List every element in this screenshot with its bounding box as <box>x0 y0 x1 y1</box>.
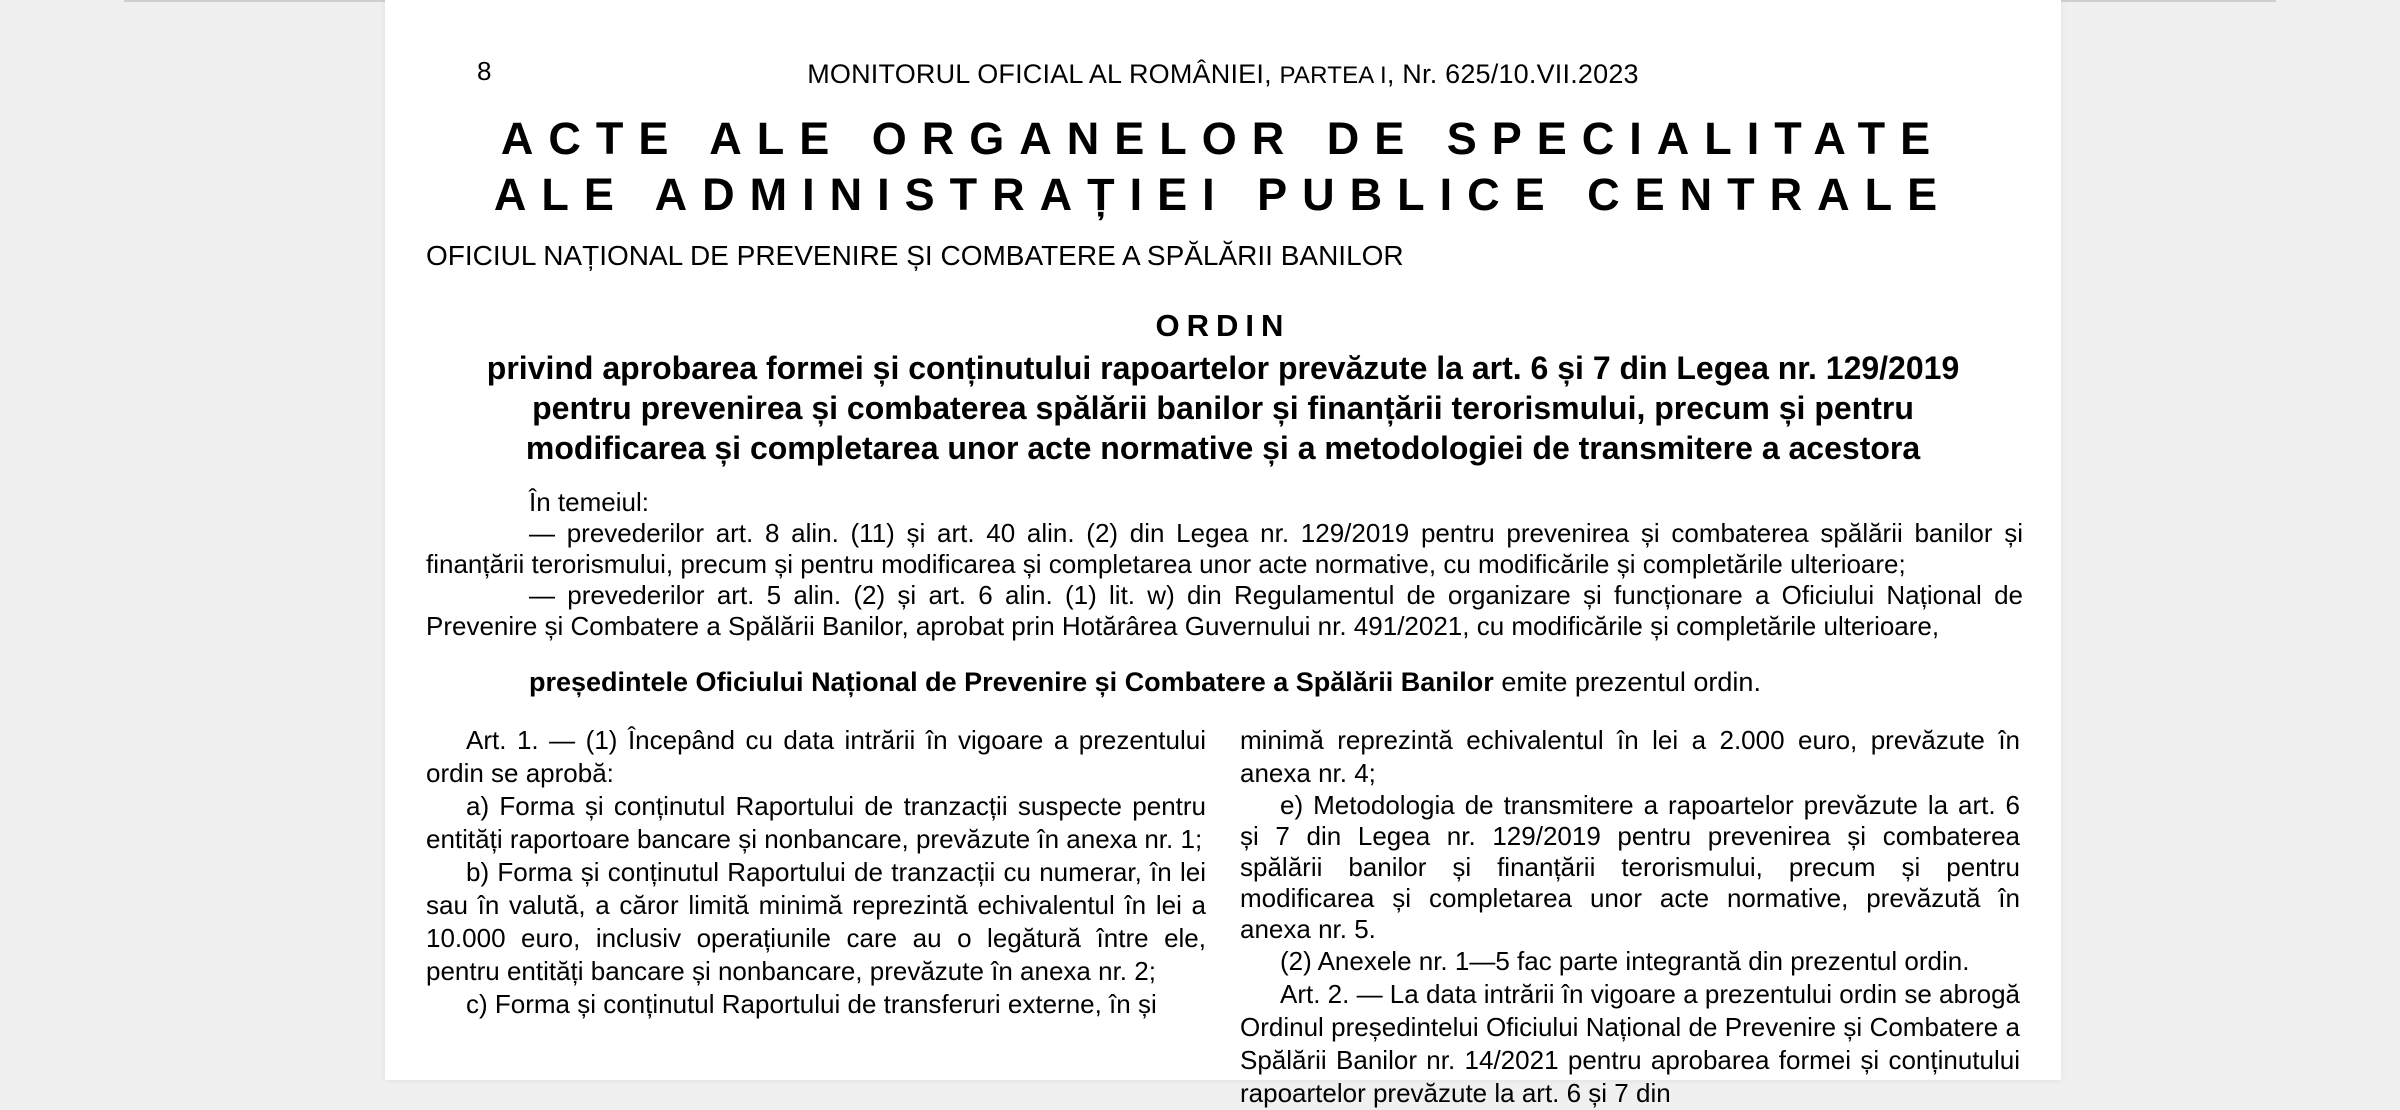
preamble <box>426 487 2023 642</box>
order-subtitle-line-2: pentru prevenirea și combaterea spălării banilor și finanțării terorismului, precum și pentru <box>532 390 1914 426</box>
section-title-line-2: ALE ADMINISTRAȚIEI PUBLICE CENTRALE <box>493 169 1953 220</box>
order-subtitle-line-1: privind aprobarea formei și conținutului rapoartelor prevăzute la art. 6 și 7 din Legea nr. 129/2019 <box>486 350 1960 386</box>
order-title: ORDIN <box>1155 308 1291 343</box>
article-1-item-b: b) Forma și conținutul Raportului de tranzacții cu numerar, în lei sau în valută, a căror limită minimă reprezintă echivalentul în lei a 10.000 euro, inclusiv operațiunile care au o legătură între ele, pentru entități bancare și nonbancare, prevăzute în anexa nr. 2; <box>426 857 1206 986</box>
article-2: Art. 2. — La data intrării în vigoare a prezentului ordin se abrogă Ordinul președintelui Oficiului Național de Prevenire și Combatere a Spălării Banilor nr. 14/2021 pentru aprobarea formei și conținutului rapoartelor prevăzute la art. 6 și 7 din <box>1240 979 2020 1108</box>
running-head-main: MONITORUL OFICIAL AL ROMÂNIEI, <box>807 59 1280 89</box>
article-1-paragraph-1: Art. 1. — (1) Începând cu data intrării în vigoare a prezentului ordin se aprobă: <box>426 725 1206 788</box>
running-head <box>385 59 2061 90</box>
section-title <box>385 111 2061 223</box>
preamble-item-1: — prevederilor art. 8 alin. (11) și art. 40 alin. (2) din Legea nr. 129/2019 pentru prevenirea și combaterea spălării banilor și finanțării terorismului, precum și pentru modificarea și completarea unor acte normative, cu modificările și completările ulterioare; <box>426 518 2023 579</box>
issuer-statement <box>529 667 1761 698</box>
order-subtitle <box>425 348 2021 468</box>
preamble-basis: În temeiul: <box>529 487 649 517</box>
text-column-left <box>426 724 1206 1021</box>
running-head-rest: , Nr. 625/10.VII.2023 <box>1386 59 1639 89</box>
article-1-item-e: e) Metodologia de transmitere a rapoartelor prevăzute la art. 6 și 7 din Legea nr. 129/2019 pentru prevenirea și combaterea spălării banilor și finanțării terorismului, precum și pentru modificarea și completarea unor acte normative, prevăzută în anexa nr. 5. <box>1240 790 2020 944</box>
preamble-item-2: — prevederilor art. 5 alin. (2) și art. 6 alin. (1) lit. w) din Regulamentul de organizare și funcționare a Oficiului Național de Prevenire și Combatere a Spălării Banilor, aprobat prin Hotărârea Guvernului nr. 491/2021, cu modificările și completările ulterioare, <box>426 580 2023 641</box>
article-1-paragraph-2: (2) Anexele nr. 1—5 fac parte integrantă din prezentul ordin. <box>1280 946 1970 976</box>
page-number: 8 <box>477 56 492 86</box>
article-1-item-d-continued: minimă reprezintă echivalentul în lei a 2.000 euro, prevăzute în anexa nr. 4; <box>1240 725 2020 788</box>
running-head-part: PARTEA I <box>1279 62 1387 89</box>
institution-name: OFICIUL NAȚIONAL DE PREVENIRE ȘI COMBATERE A SPĂLĂRII BANILOR <box>426 240 1404 271</box>
document-page <box>385 0 2061 1108</box>
section-title-line-1: ACTE ALE ORGANELOR DE SPECIALITATE <box>500 113 1946 164</box>
article-1-item-c: c) Forma și conținutul Raportului de transferuri externe, în și <box>466 989 1157 1019</box>
issuer-action: emite prezentul ordin. <box>1493 667 1761 697</box>
order-subtitle-line-3: modificarea și completarea unor acte normative și a metodologiei de transmitere a acestora <box>525 430 1921 466</box>
text-column-right <box>1240 724 2020 1110</box>
issuer-name: președintele Oficiului Național de Prevenire și Combatere a Spălării Banilor <box>529 667 1494 697</box>
article-1-item-a: a) Forma și conținutul Raportului de tranzacții suspecte pentru entități raportoare bancare și nonbancare, prevăzute în anexa nr. 1; <box>426 791 1206 854</box>
